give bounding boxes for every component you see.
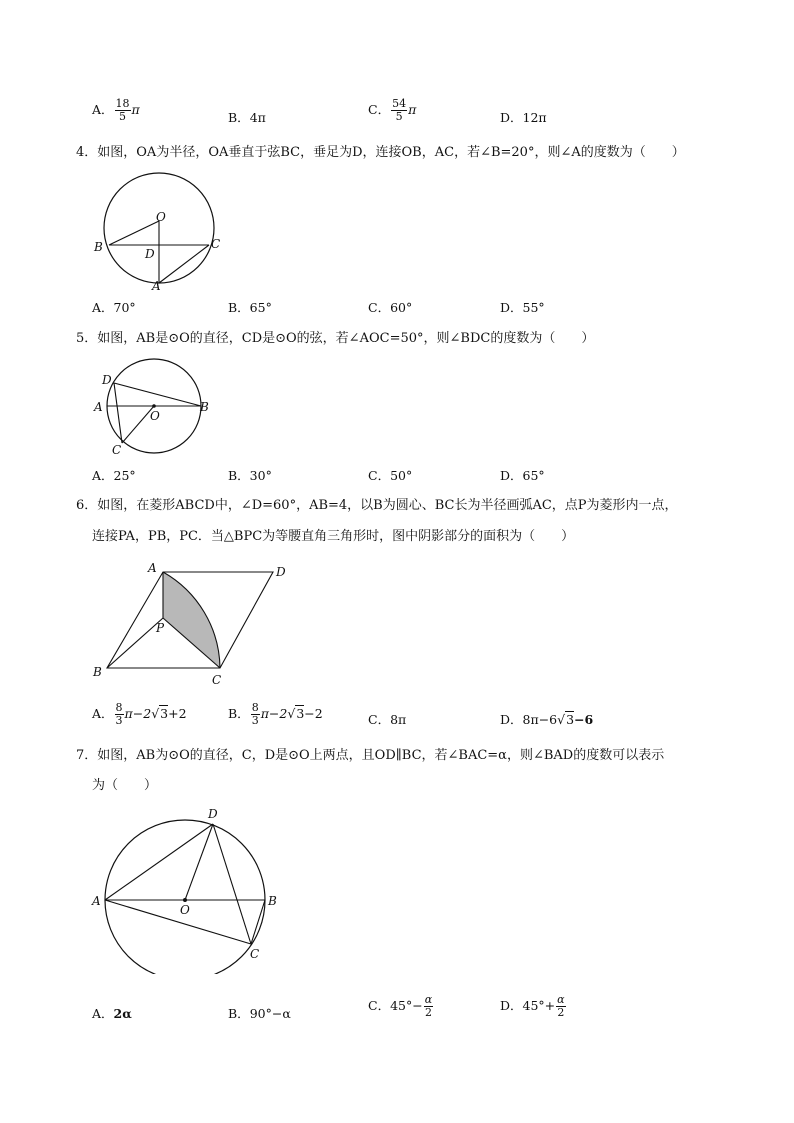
q5-label-c: C [112,443,122,457]
q7-label-b: B [268,894,277,908]
q5-option-a: A．25° [92,468,136,483]
q4-option-b: B．65° [228,300,272,315]
q5-label-o: O [150,409,160,423]
q5-option-d: D．65° [500,468,545,483]
q4-option-a: A．70° [92,300,136,315]
q7-segment-bc [251,900,265,944]
q4-stem: 4．如图，OA为半径，OA垂直于弦BC，垂足为D，连接OB，AC，若∠B=20°，则∠A的度数为（ ） [76,145,685,160]
q7-option-a: A．2α [92,1006,132,1021]
q7-option-d: D．45°+ $\frac{\alpha}{2}$ [500,993,565,1019]
q6-option-c: C．8π [368,712,407,727]
q3-option-b: B．4π [228,110,266,125]
q7-option-c: C．45°− $\frac{\alpha}{2}$ [368,993,433,1019]
q6-option-d: D．8π−6√3−6 [500,712,594,727]
q5-label-b: B [200,400,209,414]
q5-label-d: D [102,373,112,387]
q5-center-dot [152,404,156,408]
q6-label-c: C [212,673,222,687]
q6-label-p: P [156,621,165,635]
q6-figure [88,558,298,688]
q4-label-a: A [152,279,161,293]
q5-label-a: A [94,400,103,414]
q5-figure [90,358,220,458]
q7-label-c: C [250,947,260,961]
q6-stem-line1: 6．如图，在菱形ABCD中，∠D=60°，AB=4，以B为圆心、BC长为半径画弧AC，点P为菱形内一点， [76,498,678,513]
q7-stem-line2: 为（ ） [92,778,158,793]
q6-label-b: B [93,665,102,679]
q4-label-b: B [94,240,103,254]
q4-label-d: D [145,247,155,261]
q4-segment-ob [109,221,159,245]
q4-label-c: C [211,237,221,251]
q5-option-c: C．50° [368,468,413,483]
q5-stem: 5．如图，AB是⊙O的直径，CD是⊙O的弦，若∠AOC=50°，则∠BDC的度数为（ ） [76,331,595,346]
q6-segment-pb [107,618,163,668]
q6-stem-line2: 连接PA，PB，PC．当△BPC为等腰直角三角形时，图中阴影部分的面积为（ ） [92,529,575,544]
q4-option-d: D．55° [500,300,545,315]
q5-segment-db [114,383,201,406]
q5-option-b: B．30° [228,468,272,483]
q3-option-c: C． $\frac{54}{5}$ π [368,97,417,123]
q7-label-d: D [208,807,218,821]
q7-segment-ac [105,900,251,944]
q7-figure [88,802,288,974]
q6-label-a: A [148,561,157,575]
q6-option-b: B． $\frac{8}{3}$ π−2√3−2 [228,701,323,727]
q4-label-o: O [156,210,166,224]
q6-shaded-region [163,572,220,668]
q5-chord-cd [114,383,122,443]
q7-option-b: B．90°−α [228,1006,291,1021]
q3-option-d: D．12π [500,110,547,125]
q7-segment-ad [105,824,213,900]
q3-option-a: A． $\frac{18}{5}$ π [92,97,140,123]
q7-label-o: O [180,903,190,917]
q6-label-d: D [276,565,286,579]
q7-label-a: A [92,894,101,908]
q7-segment-dc [213,824,251,944]
q4-option-c: C．60° [368,300,413,315]
q4-figure [90,166,240,294]
q7-center-dot [183,898,187,902]
q6-option-a: A． $\frac{8}{3}$ π−2√3+2 [92,701,187,727]
q7-stem-line1: 7．如图，AB为⊙O的直径，C，D是⊙O上两点，且OD∥BC，若∠BAC=α，则∠BAD的度数可以表示 [76,748,665,763]
q7-segment-od [185,824,213,900]
